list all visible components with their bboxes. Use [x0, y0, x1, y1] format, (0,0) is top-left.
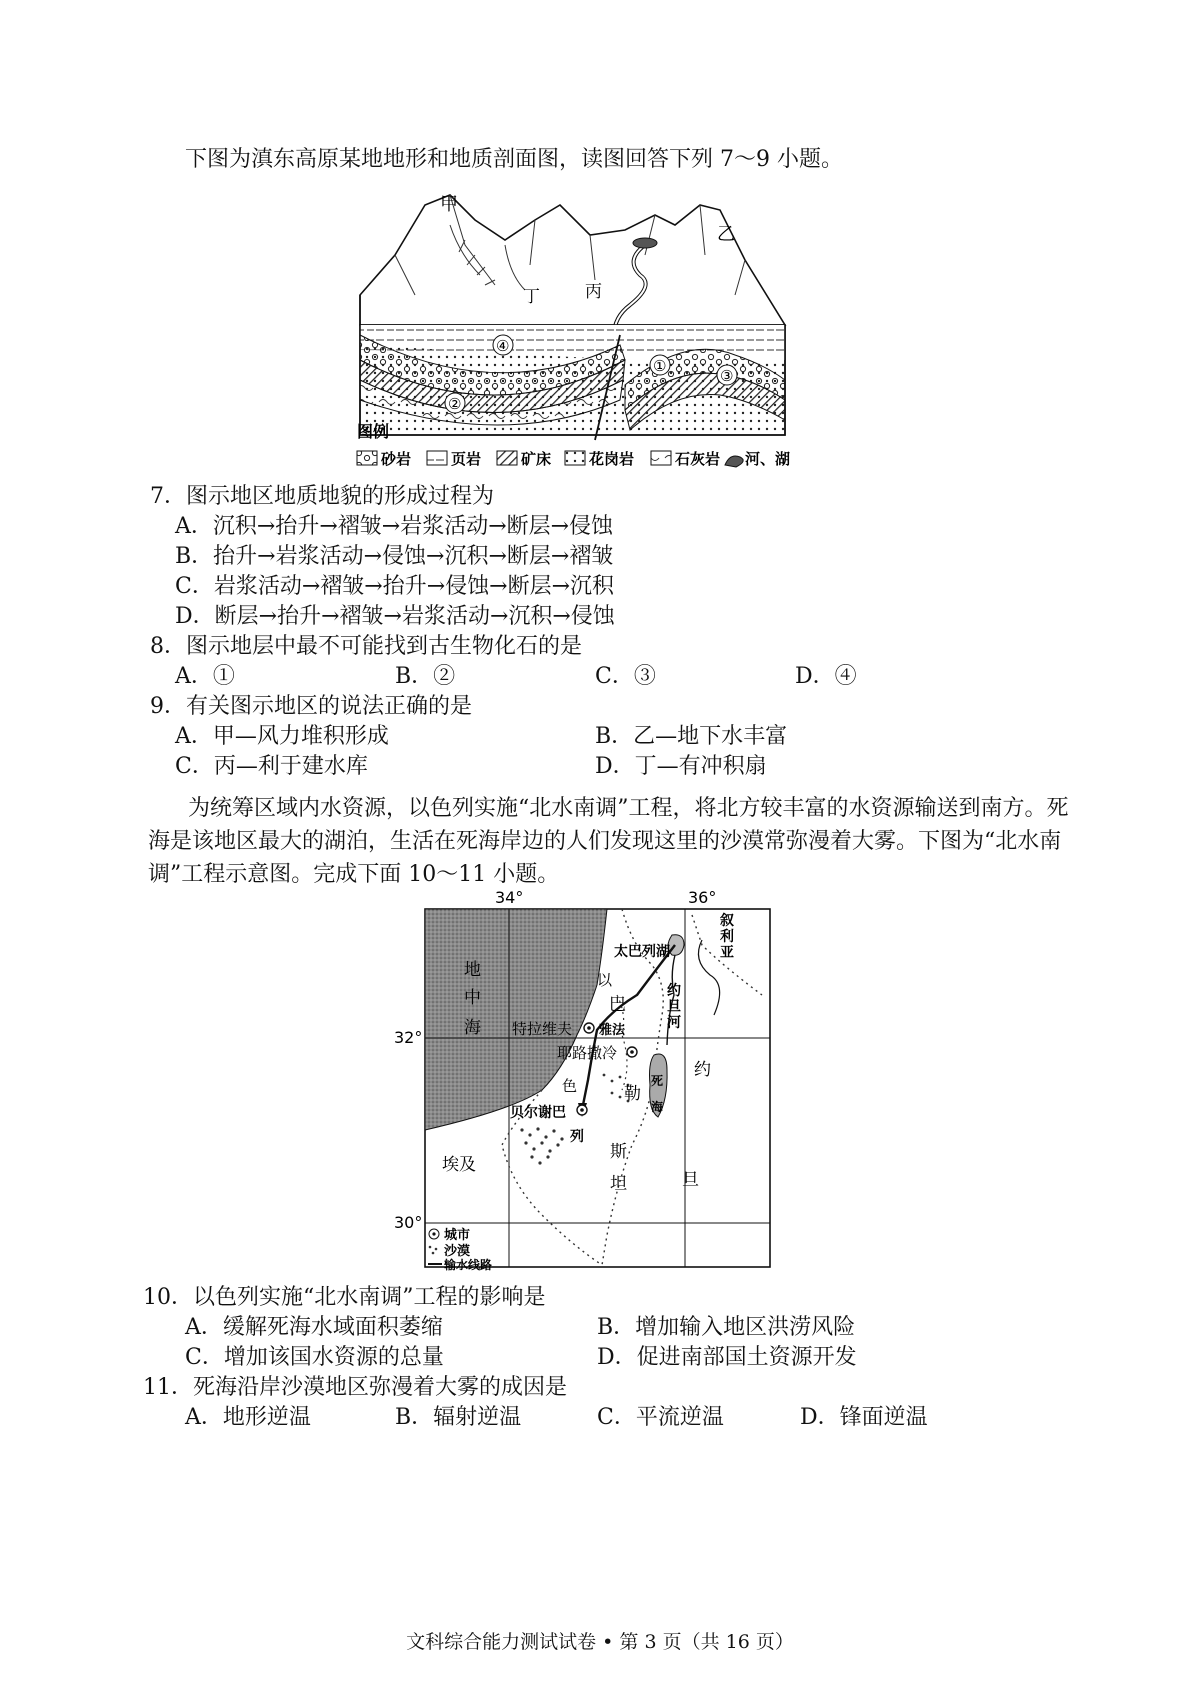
- question-7-option-a[interactable]: A．沉积→抬升→褶皱→岩浆活动→断层→侵蚀: [175, 514, 614, 539]
- lon-36: 36°: [688, 888, 717, 907]
- label-bing: 丙: [585, 282, 602, 302]
- palestine-label-2: 勒: [624, 1084, 641, 1104]
- geology-block-diagram: [355, 185, 815, 475]
- question-8-option-c[interactable]: C．③: [595, 664, 656, 689]
- deadsea-label-2: 海: [651, 1100, 664, 1114]
- city-jerusalem: 耶路撒冷: [557, 1044, 618, 1062]
- city-telaviv: 特拉维夫: [512, 1020, 573, 1038]
- page-footer: 文科综合能力测试试卷 • 第 3 页（共 16 页）: [406, 1631, 794, 1653]
- stratum-3: ③: [720, 367, 734, 385]
- syria-label-1: 叙: [720, 913, 734, 929]
- israel-label-3: 列: [570, 1129, 584, 1145]
- jordan-label-2: 旦: [682, 1170, 699, 1190]
- question-9-option-c[interactable]: C．丙—利于建水库: [175, 754, 368, 779]
- map-legend-city: 城市: [444, 1228, 471, 1243]
- question-10-option-d[interactable]: D．促进南部国土资源开发: [597, 1345, 857, 1370]
- map-legend-desert: 沙漠: [444, 1244, 471, 1259]
- question-10-option-c[interactable]: C．增加该国水资源的总量: [185, 1345, 444, 1370]
- question-11-option-a[interactable]: A．地形逆温: [185, 1405, 311, 1430]
- question-8-option-d[interactable]: D．④: [795, 664, 857, 689]
- river-label-1: 约: [667, 983, 681, 999]
- question-7-stem: 7．图示地区地质地貌的形成过程为: [150, 484, 494, 509]
- legend-granite: 花岗岩: [589, 450, 635, 468]
- question-10-stem: 10．以色列实施“北水南调”工程的影响是: [143, 1285, 546, 1310]
- syria-label-3: 亚: [720, 945, 734, 961]
- legend-river-lake: 河、湖: [745, 450, 791, 468]
- lat-30: 30°: [394, 1213, 423, 1232]
- stratum-1: ①: [653, 357, 667, 375]
- question-7-option-b[interactable]: B．抬升→岩浆活动→侵蚀→沉积→断层→褶皱: [175, 544, 614, 569]
- question-11-option-d[interactable]: D．锋面逆温: [800, 1405, 928, 1430]
- label-ding: 丁: [523, 287, 540, 307]
- question-7-option-d[interactable]: D．断层→抬升→褶皱→岩浆活动→沉积→侵蚀: [175, 604, 615, 629]
- question-9-option-a[interactable]: A．甲—风力堆积形成: [175, 724, 389, 749]
- stratum-4: ④: [496, 337, 510, 355]
- sea-label-2: 中: [464, 988, 481, 1008]
- question-11-option-c[interactable]: C．平流逆温: [597, 1405, 724, 1430]
- question-11-stem: 11．死海沿岸沙漠地区弥漫着大雾的成因是: [143, 1375, 567, 1400]
- map-legend-pipeline: 输水线路: [444, 1258, 493, 1272]
- intro-paragraph-2: 为统筹区域内水资源，以色列实施“北水南调”工程，将北方较丰富的水资源输送到南方。死海是该地区最大的湖泊，生活在死海岸边的人们发现这里的沙漠常弥漫着大雾。下图为“北水南调”工程示意图。完成下面 10～11 小题。: [148, 796, 1069, 887]
- city-jaffa: 雅法: [599, 1023, 626, 1038]
- legend-limestone: 石灰岩: [675, 450, 721, 468]
- legend-title: 图例: [357, 422, 390, 441]
- question-10-option-b[interactable]: B．增加输入地区洪涝风险: [597, 1315, 856, 1340]
- syria-label-2: 利: [720, 929, 734, 945]
- question-8-option-b[interactable]: B．②: [395, 664, 456, 689]
- river-label-2: 旦: [667, 999, 681, 1015]
- palestine-label-3: 斯: [610, 1142, 627, 1162]
- intro-paragraph-1: 下图为滇东高原某地地形和地质剖面图，读图回答下列 7～9 小题。: [185, 147, 843, 172]
- lat-32: 32°: [394, 1028, 423, 1047]
- sea-label-3: 海: [464, 1018, 481, 1038]
- legend-sandstone: 砂岩: [381, 450, 412, 468]
- label-jia: 甲: [440, 194, 458, 215]
- egypt-label: 埃及: [442, 1155, 476, 1175]
- question-10-option-a[interactable]: A．缓解死海水域面积萎缩: [185, 1315, 443, 1340]
- city-beersheba: 贝尔谢巴: [510, 1105, 566, 1121]
- question-8-stem: 8．图示地层中最不可能找到古生物化石的是: [150, 634, 582, 659]
- river-label-3: 河: [667, 1015, 681, 1031]
- question-11-option-b[interactable]: B．辐射逆温: [395, 1405, 522, 1430]
- israel-label-1: 以: [597, 971, 613, 989]
- legend-shale: 页岩: [451, 450, 482, 468]
- palestine-label-4: 坦: [610, 1174, 627, 1194]
- jordan-label-1: 约: [694, 1060, 711, 1080]
- lake-label: 太巴列湖: [614, 944, 670, 960]
- palestine-label-1: 巴: [609, 995, 626, 1015]
- legend-ore: 矿床: [521, 450, 552, 468]
- question-9-option-b[interactable]: B．乙—地下水丰富: [595, 724, 788, 749]
- question-8-option-a[interactable]: A．①: [175, 664, 235, 689]
- question-7-option-c[interactable]: C．岩浆活动→褶皱→抬升→侵蚀→断层→沉积: [175, 574, 615, 599]
- stratum-2: ②: [448, 395, 462, 413]
- deadsea-label-1: 死: [651, 1074, 664, 1088]
- question-9-stem: 9．有关图示地区的说法正确的是: [150, 694, 472, 719]
- question-9-option-d[interactable]: D．丁—有冲积扇: [595, 754, 767, 779]
- sea-label-1: 地: [464, 960, 481, 980]
- lon-34: 34°: [495, 888, 524, 907]
- israel-water-transfer-map: [392, 885, 812, 1275]
- label-yi: 乙: [717, 224, 735, 245]
- israel-label-2: 色: [562, 1077, 578, 1095]
